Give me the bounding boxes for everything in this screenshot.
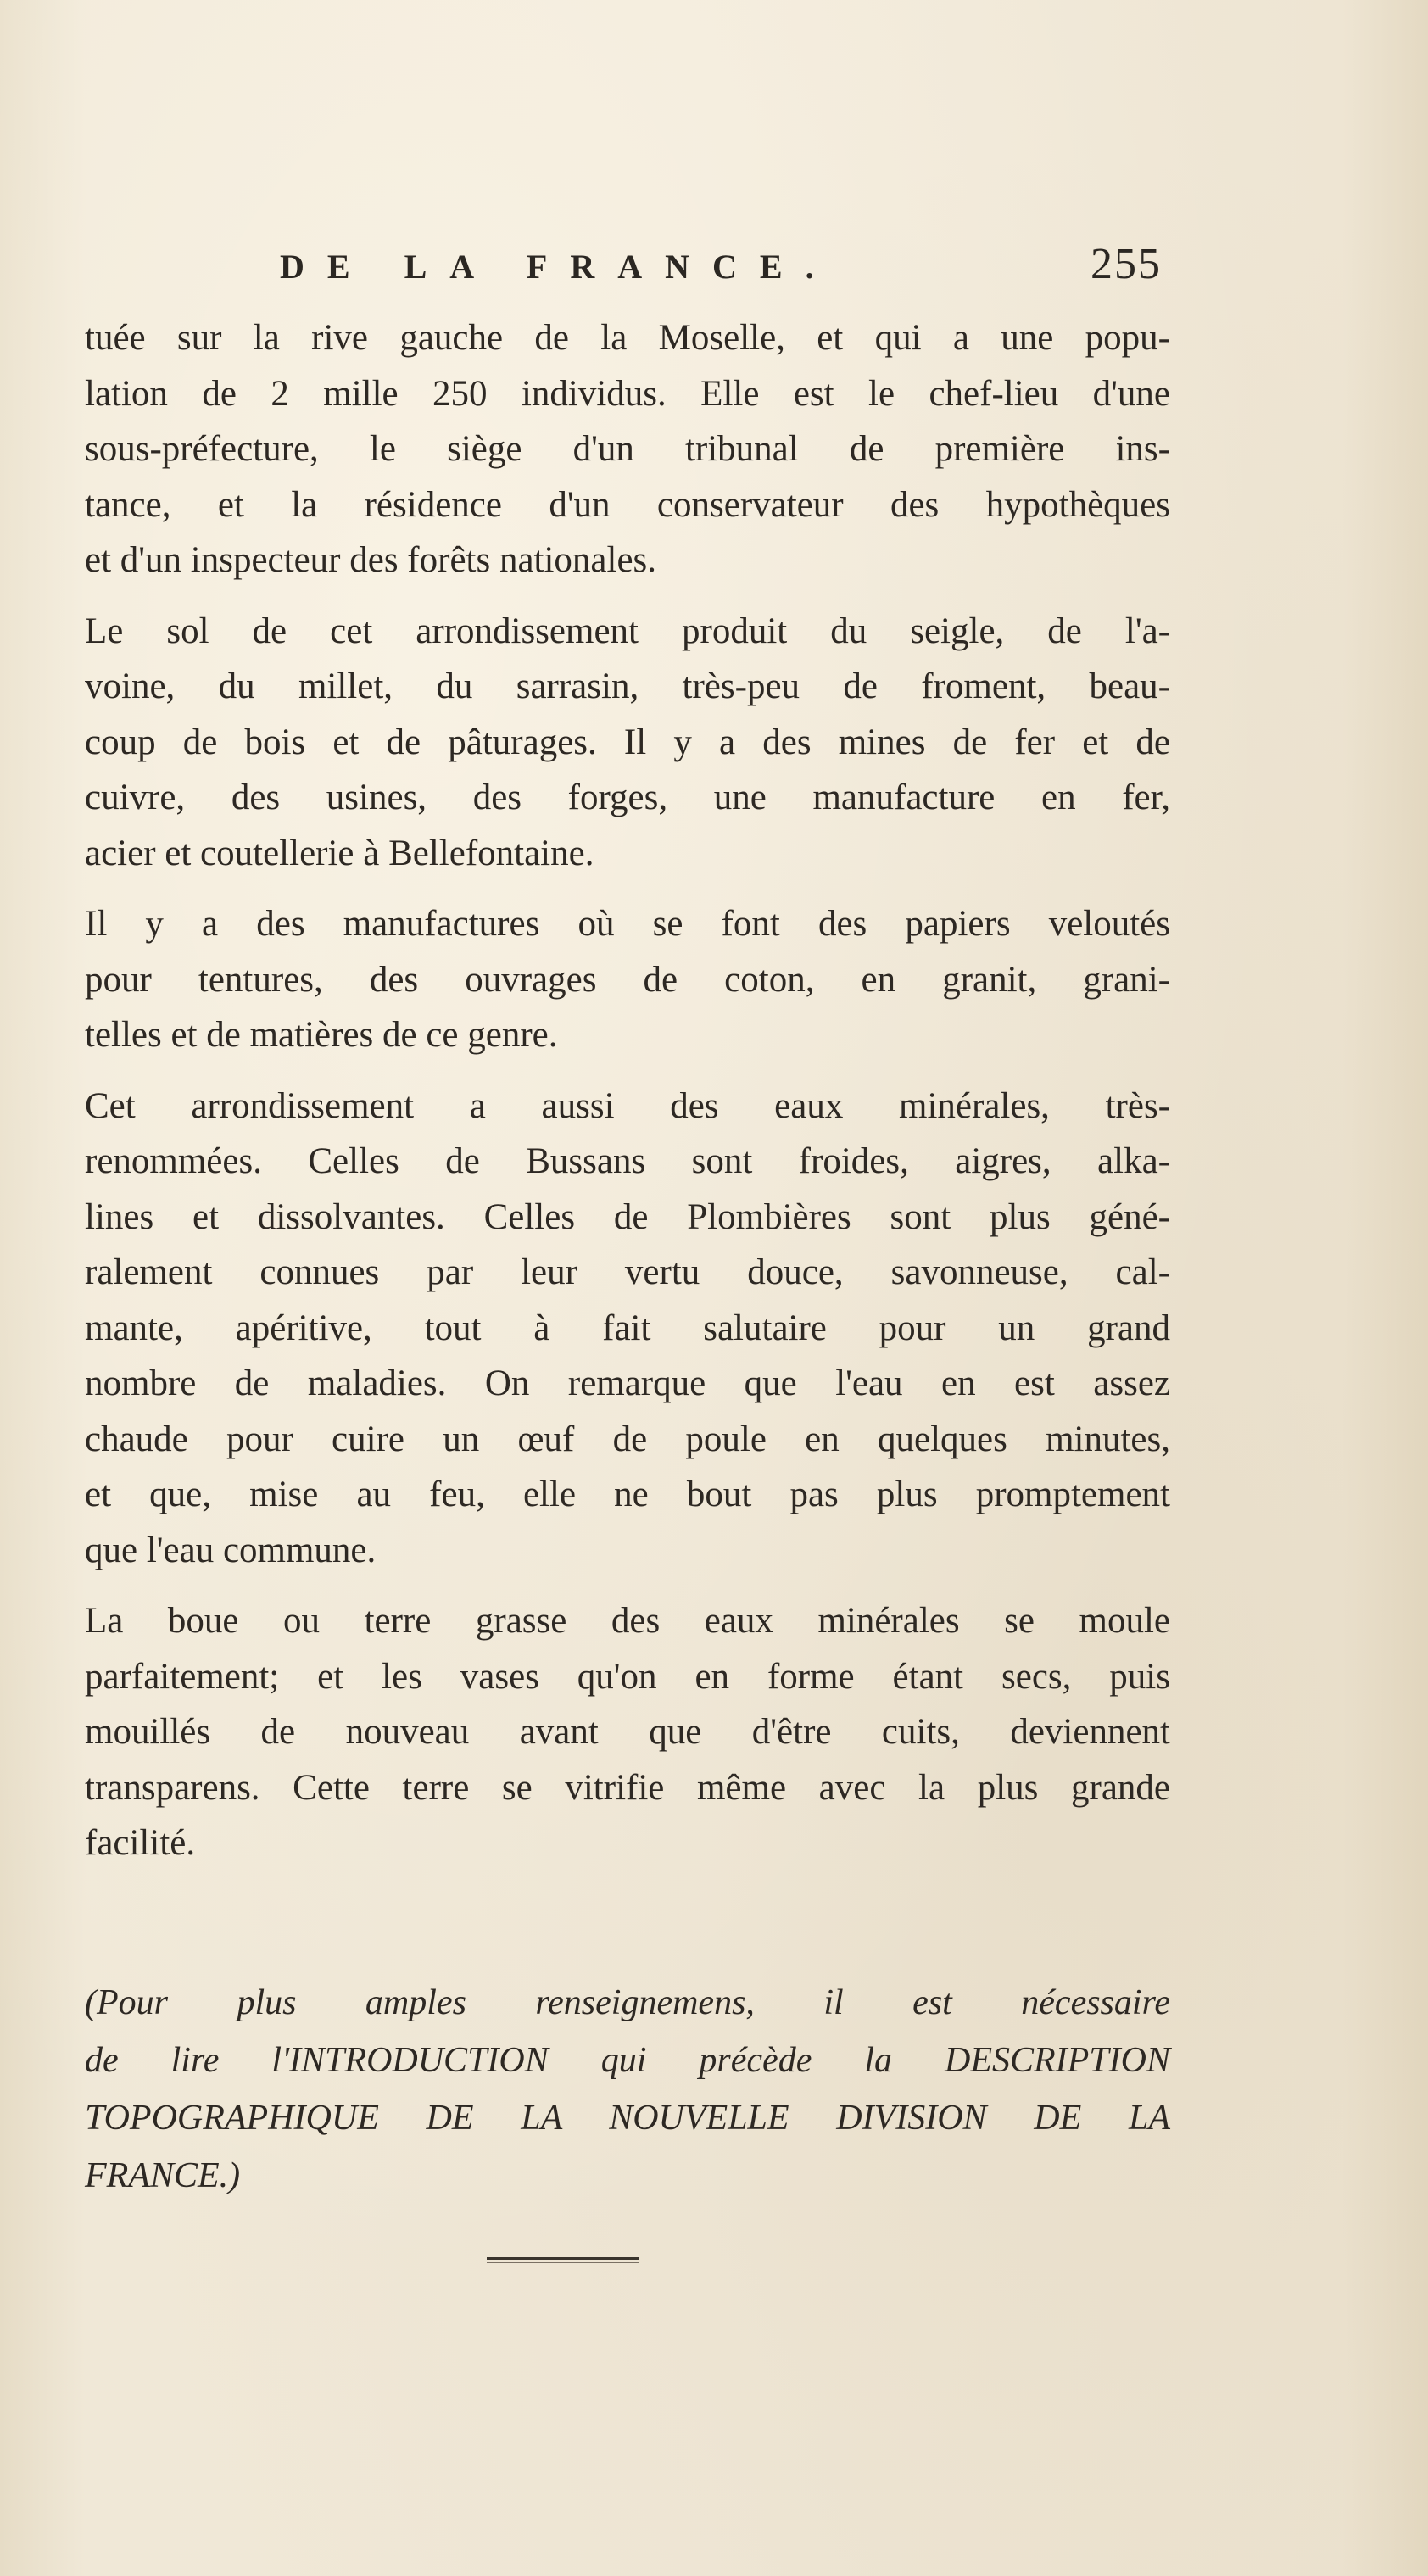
text-line: transparens. Cette terre se vitrifie même avec la plus grande <box>85 1767 1170 1808</box>
text-line: Cet arrondissement a aussi des eaux minérales, très- <box>85 1085 1170 1126</box>
note-line: de lire l'INTRODUCTION qui précède la DESCRIPTION <box>85 2041 1170 2080</box>
text-line: ralement connues par leur vertu douce, savonneuse, cal- <box>85 1252 1170 1292</box>
text-line: sous-préfecture, le siège d'un tribunal de première ins- <box>85 429 1170 469</box>
text-line: acier et coutellerie à Bellefontaine. <box>85 833 594 873</box>
text-line: lation de 2 mille 250 individus. Elle est le chef-lieu d'une <box>85 373 1170 414</box>
text-line: telles et de matières de ce genre. <box>85 1015 558 1055</box>
closing-rule <box>487 2257 639 2260</box>
note-line: FRANCE.) <box>85 2156 241 2195</box>
note-line: TOPOGRAPHIQUE DE LA NOUVELLE DIVISION DE LA <box>85 2099 1170 2138</box>
text-line: mouillés de nouveau avant que d'être cuits, deviennent <box>85 1712 1170 1752</box>
text-line: coup de bois et de pâturages. Il y a des mines de fer et de <box>85 722 1170 762</box>
text-line: facilité. <box>85 1823 196 1863</box>
text-line: mante, apéritive, tout à fait salutaire pour un grand <box>85 1308 1170 1348</box>
text-line: renommées. Celles de Bussans sont froides, aigres, alka- <box>85 1141 1170 1181</box>
text-line: et que, mise au feu, elle ne bout pas plus promptement <box>85 1475 1170 1514</box>
text-line: et d'un inspecteur des forêts nationales. <box>85 540 657 580</box>
note-line: (Pour plus amples renseignemens, il est nécessaire <box>85 1983 1170 2022</box>
text-line: Il y a des manufactures où se font des papiers veloutés <box>85 904 1170 944</box>
text-line: pour tentures, des ouvrages de coton, en granit, grani- <box>85 959 1170 1000</box>
text-line: voine, du millet, du sarrasin, très-peu de froment, beau- <box>85 666 1170 706</box>
body-text <box>85 310 1170 1871</box>
text-line: lines et dissolvantes. Celles de Plombières sont plus géné- <box>85 1196 1170 1237</box>
text-line: parfaitement; et les vases qu'on en forme étant secs, puis <box>85 1656 1170 1697</box>
running-head: DE LA FRANCE. <box>280 248 837 286</box>
page-header <box>280 239 1162 290</box>
page-number: 255 <box>1091 240 1162 288</box>
text-line: chaude pour cuire un œuf de poule en quelques minutes, <box>85 1419 1170 1459</box>
text-line: nombre de maladies. On remarque que l'eau en est assez <box>85 1363 1170 1403</box>
text-line: tuée sur la rive gauche de la Moselle, et qui a une popu- <box>85 318 1170 358</box>
text-line: tance, et la résidence d'un conservateur des hypothèques <box>85 484 1170 525</box>
text-line: cuivre, des usines, des forges, une manufacture en fer, <box>85 778 1170 817</box>
footnote <box>85 1974 1170 2205</box>
text-line: La boue ou terre grasse des eaux minérales se moule <box>85 1601 1170 1641</box>
text-line: Le sol de cet arrondissement produit du seigle, de l'a- <box>85 611 1170 651</box>
text-line: que l'eau commune. <box>85 1530 377 1570</box>
